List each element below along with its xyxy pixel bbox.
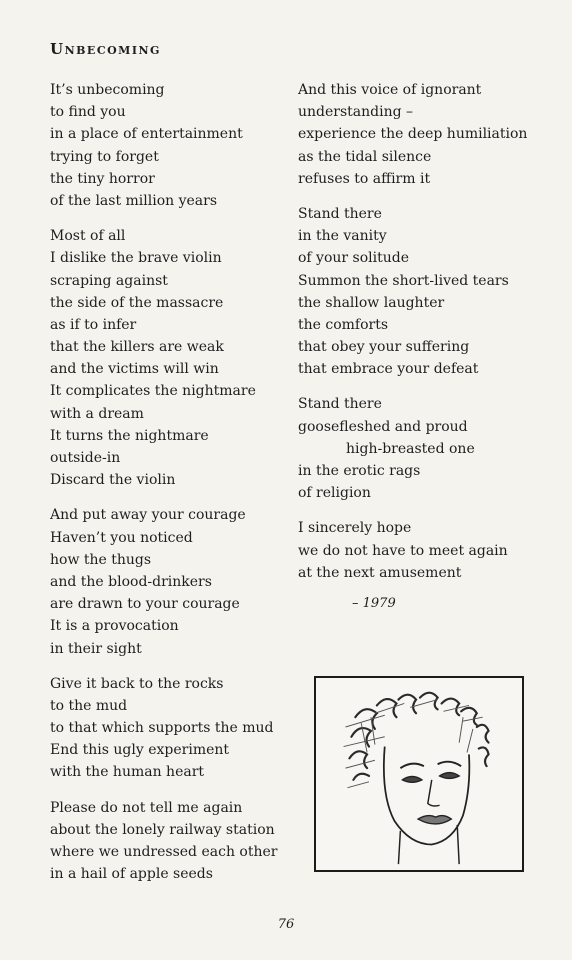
poem-line: as the tidal silence	[298, 148, 432, 165]
poem-line: to that which supports the mud	[50, 720, 274, 737]
stanza	[298, 203, 558, 381]
poem-line: goosefleshed and proud	[298, 418, 468, 435]
poem-line: in the erotic rags	[298, 463, 421, 479]
poem-line: we do not have to meet again	[298, 542, 508, 559]
poem-line: the tiny horror	[50, 170, 155, 187]
stanza	[50, 797, 300, 886]
poem-line: It is a provocation	[50, 618, 179, 635]
poem-line: It’s unbecoming	[50, 82, 165, 98]
poem-line: the shallow laughter	[298, 294, 445, 311]
poem-line: that the killers are weak	[50, 339, 224, 356]
stanza	[50, 673, 300, 784]
stanza	[298, 79, 558, 190]
poem-line: the comforts	[298, 316, 389, 333]
poem-line: Please do not tell me again	[50, 799, 243, 816]
poem-line: Most of all	[50, 228, 126, 245]
poem-line: about the lonely railway station	[50, 821, 275, 838]
poem-column-left	[50, 79, 300, 898]
poem-line: Give it back to the rocks	[50, 675, 224, 692]
poem-line: of your solitude	[298, 250, 410, 267]
poem-line: of religion	[298, 485, 371, 502]
poem-line: refuses to affirm it	[298, 170, 431, 187]
poem-line: that embrace your defeat	[298, 361, 479, 378]
poem-column-right	[298, 79, 558, 597]
poem-line: Discard the violin	[50, 472, 176, 489]
poem-line: outside-in	[50, 450, 121, 466]
poem-line: experience the deep humiliation	[298, 126, 528, 143]
poem-line: scraping against	[50, 272, 168, 289]
poem-line: how the thugs	[50, 551, 152, 568]
poem-line: high-breasted one	[346, 440, 475, 457]
poem-line: in a hail of apple seeds	[50, 866, 213, 883]
poem-line: Summon the short-lived tears	[298, 272, 509, 289]
poem-line: trying to forget	[50, 148, 159, 165]
poem-line: And put away your courage	[50, 507, 246, 524]
stanza	[50, 225, 300, 491]
poem-line: to find you	[50, 104, 126, 121]
poem-line: End this ugly experiment	[50, 742, 230, 759]
poem-date: – 1979	[352, 596, 396, 611]
poem-line: that obey your suffering	[298, 339, 470, 356]
poem-line: Stand there	[298, 396, 382, 413]
poem-line: I dislike the brave violin	[50, 250, 222, 267]
poem-line: where we undressed each other	[50, 844, 278, 860]
stanza	[50, 79, 300, 212]
poem-line: It complicates the nightmare	[50, 383, 256, 400]
portrait-illustration	[314, 676, 524, 872]
poem-line: in a place of entertainment	[50, 126, 243, 143]
poem-line: are drawn to your courage	[50, 596, 240, 613]
face-sketch-icon	[316, 678, 522, 870]
poem-line: the side of the massacre	[50, 294, 224, 311]
poem-line: in their sight	[50, 640, 142, 657]
poem-line: in the vanity	[298, 228, 387, 245]
poem-line: as if to infer	[50, 316, 137, 333]
poem-line: at the next amusement	[298, 564, 462, 581]
poem-line: Haven’t you noticed	[50, 529, 193, 546]
poem-line: I sincerely hope	[298, 520, 412, 537]
stanza	[298, 517, 558, 584]
poem-line: with the human heart	[50, 764, 205, 781]
poem-line: to the mud	[50, 697, 128, 714]
stanza	[50, 504, 300, 659]
poem-line: It turns the nightmare	[50, 427, 209, 444]
poem-line: And this voice of ignorant	[298, 82, 482, 98]
poem-line: understanding –	[298, 104, 414, 121]
poem-line: of the last million years	[50, 192, 218, 209]
poem-line: and the blood-drinkers	[50, 573, 212, 590]
poem-title: Unbecoming	[50, 40, 161, 58]
poem-line: with a dream	[50, 405, 144, 422]
stanza	[298, 393, 558, 504]
page-number: 76	[277, 917, 295, 932]
poem-line: and the victims will win	[50, 361, 219, 378]
poem-line: Stand there	[298, 205, 382, 222]
